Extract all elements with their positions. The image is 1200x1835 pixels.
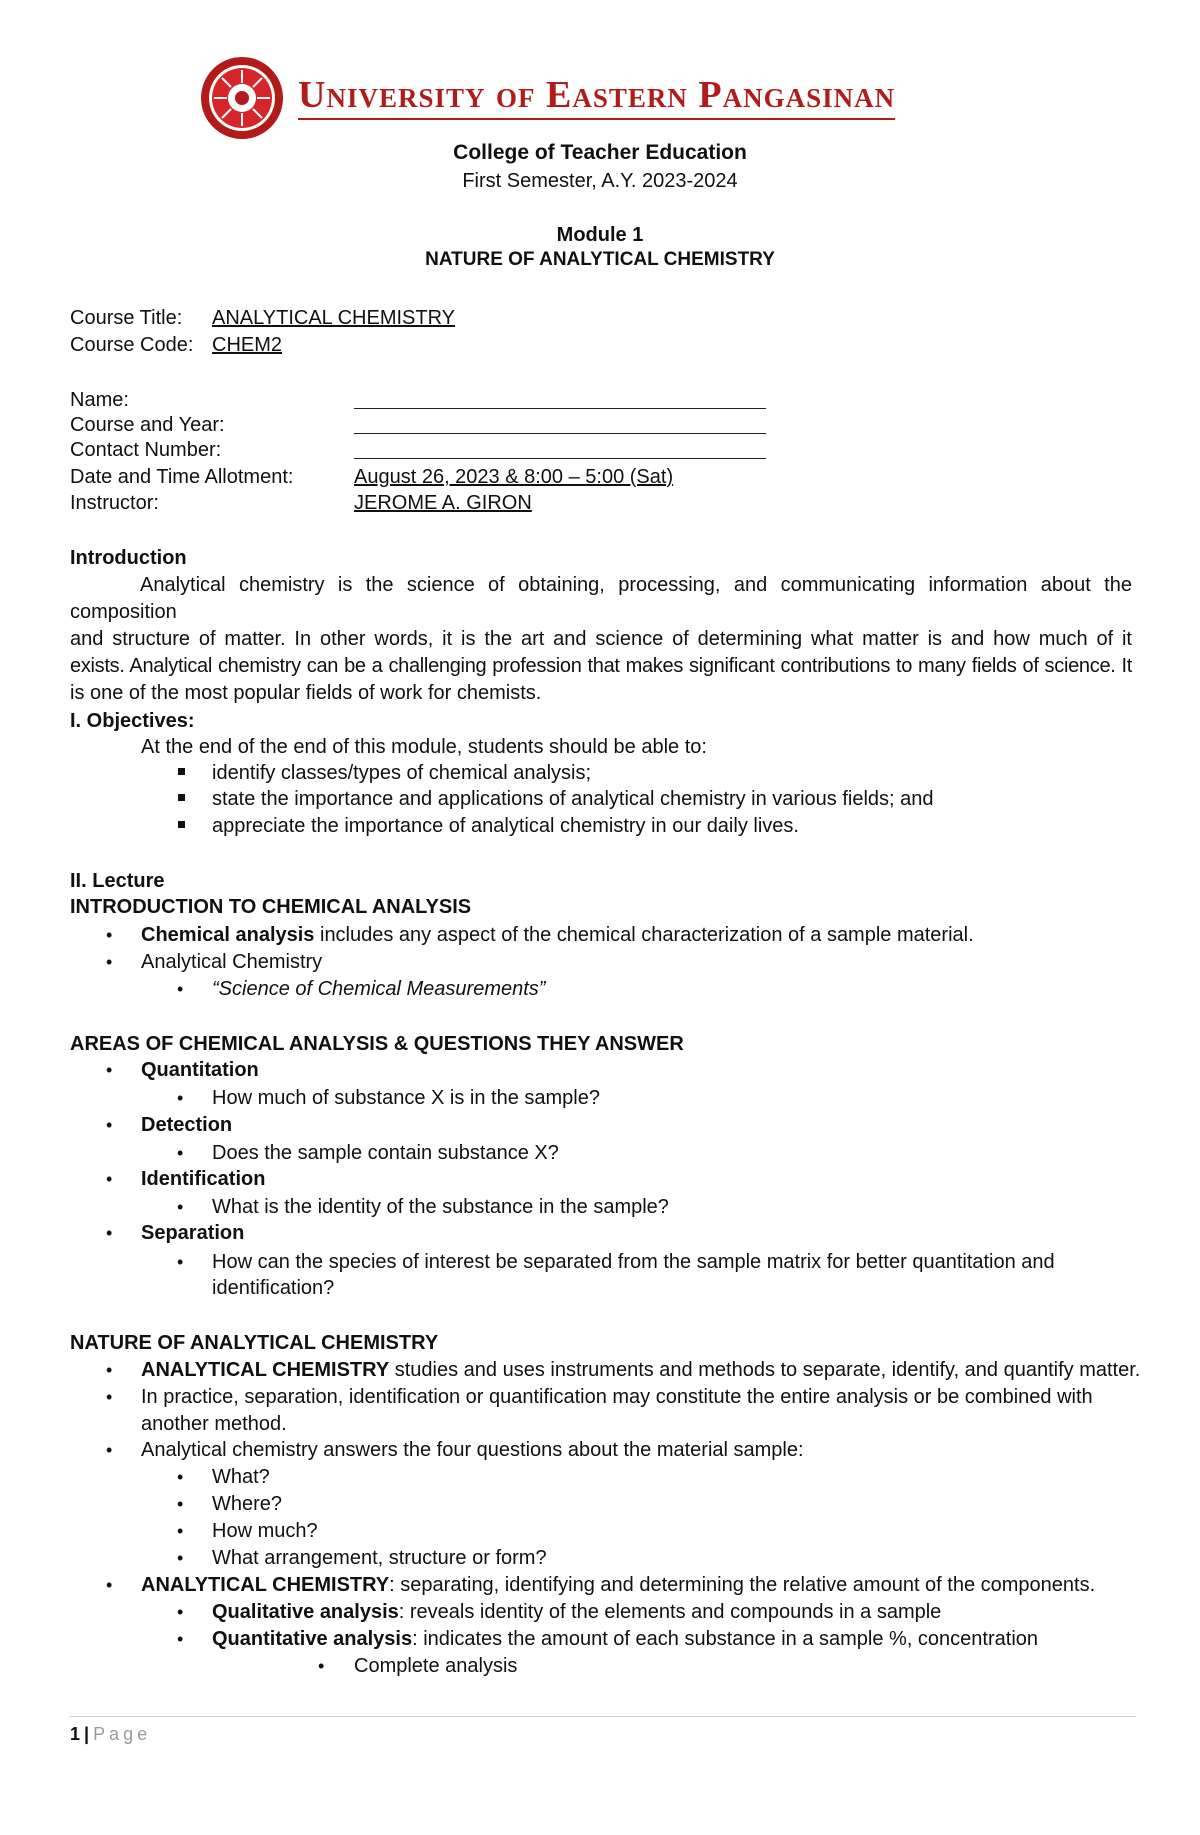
bullet-icon: • — [106, 925, 113, 945]
bullet-icon: • — [106, 1060, 113, 1080]
question-item: What arrangement, structure or form? — [212, 1547, 547, 1569]
bullet-icon: • — [177, 1521, 184, 1541]
intro-line-4: is one of the most popular fields of work for chemists. — [70, 682, 542, 704]
nature-heading: NATURE OF ANALYTICAL CHEMISTRY — [70, 1332, 439, 1354]
bullet-icon: • — [106, 952, 113, 972]
area-question-continued: identification? — [212, 1277, 335, 1299]
course-code-value: CHEM2 — [212, 334, 283, 356]
bullet-icon: • — [177, 1088, 184, 1108]
bullet-icon: • — [106, 1440, 113, 1460]
page-separator: | — [84, 1724, 90, 1744]
area-question: How can the species of interest be separated from the sample matrix for better quantitation and — [212, 1251, 1055, 1273]
module-number: Module 1 — [556, 224, 644, 246]
instructor-label: Instructor: — [70, 492, 159, 514]
name-field[interactable] — [354, 408, 766, 409]
introduction-heading: Introduction — [70, 547, 187, 569]
bullet-icon: • — [318, 1656, 325, 1676]
chemical-analysis-item — [141, 923, 974, 947]
intro-line-1: Analytical chemistry is the science of obtaining, processing, and communicating information about the composition — [70, 574, 1132, 623]
intro-line-3: exists. Analytical chemistry can be a challenging profession that makes significant contributions to many fields of science. It — [70, 655, 1132, 677]
module-title: NATURE OF ANALYTICAL CHEMISTRY — [425, 249, 775, 270]
nature-item: Analytical chemistry answers the four questions about the material sample: — [141, 1439, 804, 1461]
nature-item: In practice, separation, identification or quantification may constitute the entire analysis or be combined with — [141, 1386, 1093, 1408]
objective-item: state the importance and applications of analytical chemistry in various fields; and — [212, 788, 934, 810]
nature-term: ANALYTICAL CHEMISTRY — [141, 1574, 390, 1596]
objective-item: appreciate the importance of analytical chemistry in our daily lives. — [212, 815, 799, 837]
qualitative-item — [212, 1600, 941, 1624]
qualitative-term: Qualitative analysis — [212, 1601, 399, 1623]
bullet-icon: • — [177, 1548, 184, 1568]
area-name: Separation — [141, 1222, 245, 1244]
semester-text: First Semester, A.Y. 2023-2024 — [462, 170, 738, 192]
area-question: Does the sample contain substance X? — [212, 1142, 559, 1164]
square-bullet-icon — [178, 794, 185, 801]
page-number: 1 — [70, 1724, 81, 1744]
course-year-label: Course and Year: — [70, 414, 225, 436]
bullet-icon: • — [177, 1629, 184, 1649]
instructor-value: JEROME A. GIRON — [354, 492, 532, 514]
question-item: Where? — [212, 1493, 283, 1515]
quantitative-text: : indicates the amount of each substance in a sample %, concentration — [412, 1628, 1039, 1650]
intro-chemical-analysis-heading: INTRODUCTION TO CHEMICAL ANALYSIS — [70, 896, 472, 918]
bullet-icon: • — [177, 1467, 184, 1487]
course-year-field[interactable] — [354, 433, 766, 434]
bullet-icon: • — [106, 1223, 113, 1243]
university-header — [200, 56, 895, 140]
bullet-icon: • — [106, 1115, 113, 1135]
square-bullet-icon — [178, 768, 185, 775]
college-name: College of Teacher Education — [453, 141, 747, 164]
bullet-icon: • — [177, 1143, 184, 1163]
bullet-icon: • — [106, 1360, 113, 1380]
quantitative-item — [212, 1627, 1038, 1651]
date-value: August 26, 2023 & 8:00 – 5:00 (Sat) — [354, 466, 674, 488]
complete-analysis-item: Complete analysis — [354, 1655, 518, 1677]
analytical-chemistry-item: Analytical Chemistry — [141, 951, 323, 973]
bullet-icon: • — [177, 1252, 184, 1272]
bullet-icon: • — [106, 1387, 113, 1407]
introduction-paragraph — [70, 572, 1132, 707]
bullet-icon: • — [177, 979, 184, 999]
areas-heading: AREAS OF CHEMICAL ANALYSIS & QUESTIONS THEY ANSWER — [70, 1033, 684, 1055]
date-label: Date and Time Allotment: — [70, 466, 294, 488]
course-title-label: Course Title: — [70, 307, 183, 329]
area-question: How much of substance X is in the sample? — [212, 1087, 600, 1109]
objectives-lead: At the end of the end of this module, students should be able to: — [141, 736, 707, 758]
contact-label: Contact Number: — [70, 439, 222, 461]
area-name: Quantitation — [141, 1059, 259, 1081]
question-item: How much? — [212, 1520, 318, 1542]
footer-divider — [70, 1716, 1136, 1717]
nature-item — [141, 1358, 1140, 1382]
university-name: University of Eastern Pangasinan — [298, 76, 895, 120]
objectives-heading: I. Objectives: — [70, 710, 195, 732]
science-quote: “Science of Chemical Measurements” — [212, 978, 546, 1000]
nature-text: studies and uses instruments and methods to separate, identify, and quantify matter. — [389, 1359, 1141, 1381]
question-item: What? — [212, 1466, 270, 1488]
area-name: Detection — [141, 1114, 233, 1136]
lecture-heading: II. Lecture — [70, 870, 165, 892]
square-bullet-icon — [178, 821, 185, 828]
bullet-icon: • — [177, 1197, 184, 1217]
bullet-icon: • — [106, 1575, 113, 1595]
bullet-icon: • — [177, 1494, 184, 1514]
objective-item: identify classes/types of chemical analysis; — [212, 762, 592, 784]
university-seal-icon — [200, 56, 284, 140]
page-footer — [70, 1722, 151, 1746]
bullet-icon: • — [106, 1169, 113, 1189]
qualitative-text: : reveals identity of the elements and compounds in a sample — [398, 1601, 942, 1623]
contact-field[interactable] — [354, 458, 766, 459]
nature-text: : separating, identifying and determining the relative amount of the components. — [389, 1574, 1096, 1596]
intro-line-2: and structure of matter. In other words, it is the art and science of determining what matter is and how much of it — [70, 628, 1132, 650]
nature-item-continued: another method. — [141, 1413, 287, 1435]
chemical-analysis-term: Chemical analysis — [141, 924, 315, 946]
quantitative-term: Quantitative analysis — [212, 1628, 413, 1650]
course-code-label: Course Code: — [70, 334, 194, 356]
bullet-icon: • — [177, 1602, 184, 1622]
name-label: Name: — [70, 389, 129, 411]
chemical-analysis-definition: includes any aspect of the chemical characterization of a sample material. — [314, 924, 974, 946]
course-title-value: ANALYTICAL CHEMISTRY — [212, 307, 456, 329]
area-question: What is the identity of the substance in the sample? — [212, 1196, 669, 1218]
nature-item — [141, 1573, 1095, 1597]
area-name: Identification — [141, 1168, 266, 1190]
page-label: Page — [93, 1724, 152, 1744]
nature-term: ANALYTICAL CHEMISTRY — [141, 1359, 390, 1381]
